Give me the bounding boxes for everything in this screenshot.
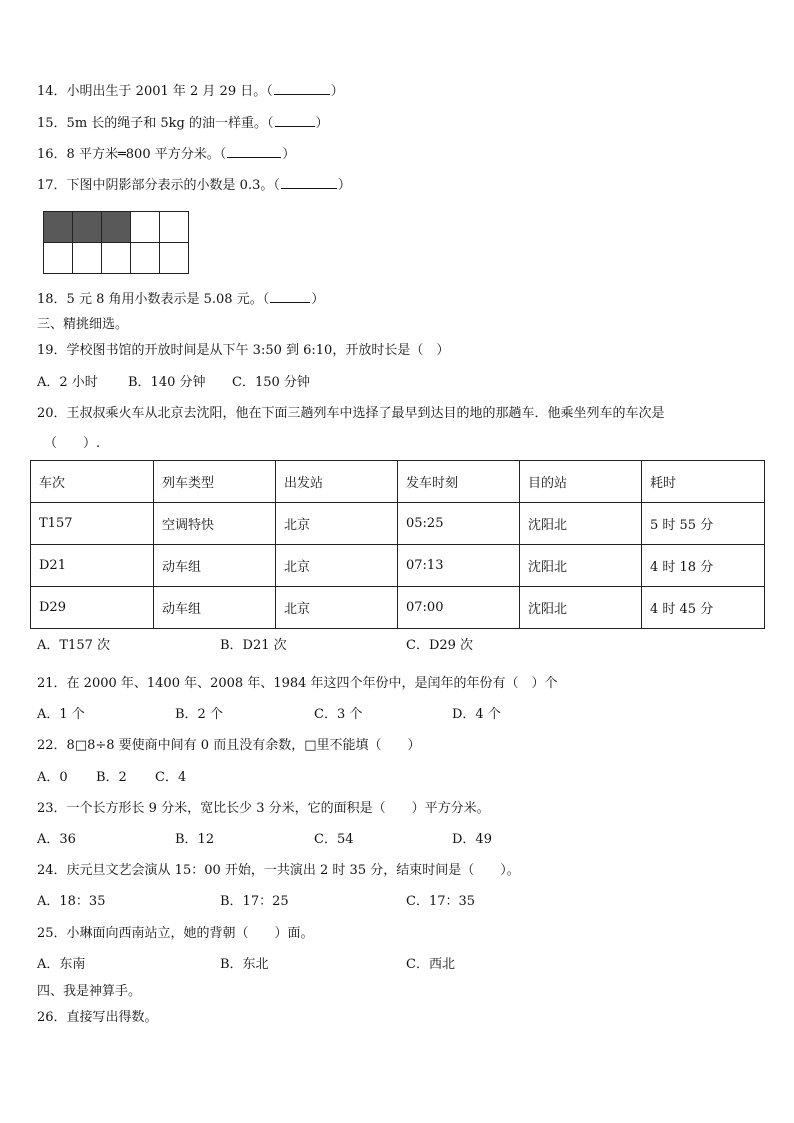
grid-cell [73, 243, 102, 274]
table-cell: 沈阳北 [520, 587, 642, 629]
section-3-heading: 三、精挑细选。 [37, 317, 129, 332]
grid-cell [131, 243, 160, 274]
question-15-close: ） [315, 116, 329, 131]
grid-cell [131, 212, 160, 243]
option-20-a[interactable]: A．T157 次 [37, 638, 111, 653]
option-21-a[interactable]: A．1 个 [37, 707, 85, 722]
question-19-text: 19．学校图书馆的开放时间是从下午 3:50 到 6:10，开放时长是（ ） [37, 343, 450, 358]
question-17 [37, 177, 351, 194]
grid-cell [102, 243, 131, 274]
answer-blank-15[interactable] [275, 115, 315, 127]
question-25-text: 25．小琳面向西南站立，她的背朝（ ）面。 [37, 926, 314, 941]
answer-blank-14[interactable] [274, 83, 330, 95]
table-header: 发车时刻 [398, 461, 520, 503]
table-cell: 07:00 [398, 587, 520, 629]
table-row [31, 503, 765, 545]
grid-cell [44, 243, 73, 274]
table-cell: 北京 [276, 545, 398, 587]
option-25-b[interactable]: B．东北 [220, 957, 269, 972]
table-cell: D29 [31, 587, 154, 629]
shaded-grid-figure [43, 211, 189, 274]
table-cell: 沈阳北 [520, 545, 642, 587]
grid-cell-shaded [73, 212, 102, 243]
table-cell: 07:13 [398, 545, 520, 587]
question-18-close: ） [311, 292, 325, 307]
option-20-c[interactable]: C．D29 次 [406, 638, 474, 653]
question-16-close: ） [282, 147, 296, 162]
question-21-text: 21．在 2000 年、1400 年、2008 年、1984 年这四个年份中，是闰年的年份有（ ）个 [37, 676, 558, 691]
table-cell: 北京 [276, 503, 398, 545]
grid-cell [160, 243, 189, 274]
table-header: 出发站 [276, 461, 398, 503]
question-22-text: 22．8□8÷8 要使商中间有 0 而且没有余数，□里不能填（ ） [37, 738, 421, 753]
option-24-a[interactable]: A．18：35 [37, 894, 106, 909]
option-21-b[interactable]: B．2 个 [175, 707, 223, 722]
question-20-text: 20．王叔叔乘火车从北京去沈阳，他在下面三趟列车中选择了最早到达目的地的那趟车．他乘坐列车的车次是 [37, 406, 665, 421]
option-23-b[interactable]: B．12 [175, 832, 215, 847]
option-24-c[interactable]: C．17：35 [406, 894, 476, 909]
question-18 [37, 291, 324, 308]
question-20-text-cont: （ ）. [44, 436, 101, 451]
option-19-a[interactable]: A．2 小时 [37, 375, 98, 390]
table-cell: 动车组 [154, 545, 276, 587]
option-21-d[interactable]: D．4 个 [452, 707, 501, 722]
question-16-text: 16．8 平方米═800 平方分米。（ [37, 147, 227, 162]
option-19-b[interactable]: B．140 分钟 [128, 375, 206, 390]
section-4-heading: 四、我是神算手。 [37, 984, 142, 999]
grid-cell-shaded [102, 212, 131, 243]
table-header-row [31, 461, 765, 503]
table-cell: 动车组 [154, 587, 276, 629]
question-16 [37, 146, 295, 163]
question-24-text: 24．庆元旦文艺会演从 15：00 开始，一共演出 2 时 35 分，结束时间是（ ）。 [37, 863, 520, 878]
train-schedule-table [30, 460, 765, 629]
option-19-c[interactable]: C．150 分钟 [232, 375, 310, 390]
answer-blank-18[interactable] [270, 291, 310, 303]
table-cell: D21 [31, 545, 154, 587]
option-25-a[interactable]: A．东南 [37, 957, 86, 972]
question-17-text: 17．下图中阴影部分表示的小数是 0.3。（ [37, 178, 280, 193]
option-23-a[interactable]: A．36 [37, 832, 76, 847]
table-cell: 空调特快 [154, 503, 276, 545]
table-header: 列车类型 [154, 461, 276, 503]
option-21-c[interactable]: C．3 个 [314, 707, 363, 722]
question-26-text: 26．直接写出得数。 [37, 1010, 158, 1025]
answer-blank-17[interactable] [281, 177, 337, 189]
grid-cell-shaded [44, 212, 73, 243]
question-17-close: ） [337, 178, 351, 193]
table-cell: 沈阳北 [520, 503, 642, 545]
answer-blank-16[interactable] [227, 146, 281, 158]
table-cell: 05:25 [398, 503, 520, 545]
table-row [31, 545, 765, 587]
table-header: 耗时 [642, 461, 765, 503]
table-cell: 4 时 45 分 [642, 587, 765, 629]
option-25-c[interactable]: C．西北 [406, 957, 455, 972]
option-20-b[interactable]: B．D21 次 [220, 638, 287, 653]
question-23-text: 23．一个长方形长 9 分米，宽比长少 3 分米，它的面积是（ ）平方分米。 [37, 801, 490, 816]
table-cell: 4 时 18 分 [642, 545, 765, 587]
option-22-a[interactable]: A．0 [37, 770, 68, 785]
table-header: 目的站 [520, 461, 642, 503]
option-23-c[interactable]: C．54 [314, 832, 354, 847]
question-14 [37, 83, 344, 100]
table-cell: 北京 [276, 587, 398, 629]
table-header: 车次 [31, 461, 154, 503]
option-22-b[interactable]: B．2 [96, 770, 127, 785]
question-14-close: ） [330, 84, 344, 99]
table-cell: T157 [31, 503, 154, 545]
table-cell: 5 时 55 分 [642, 503, 765, 545]
question-14-text: 14．小明出生于 2001 年 2 月 29 日。（ [37, 84, 273, 99]
grid-cell [160, 212, 189, 243]
table-row [31, 587, 765, 629]
question-15 [37, 115, 329, 132]
option-23-d[interactable]: D．49 [452, 832, 492, 847]
option-22-c[interactable]: C．4 [155, 770, 187, 785]
option-24-b[interactable]: B．17：25 [220, 894, 289, 909]
question-15-text: 15．5m 长的绳子和 5kg 的油一样重。（ [37, 116, 274, 131]
question-18-text: 18．5 元 8 角用小数表示是 5.08 元。（ [37, 292, 270, 307]
